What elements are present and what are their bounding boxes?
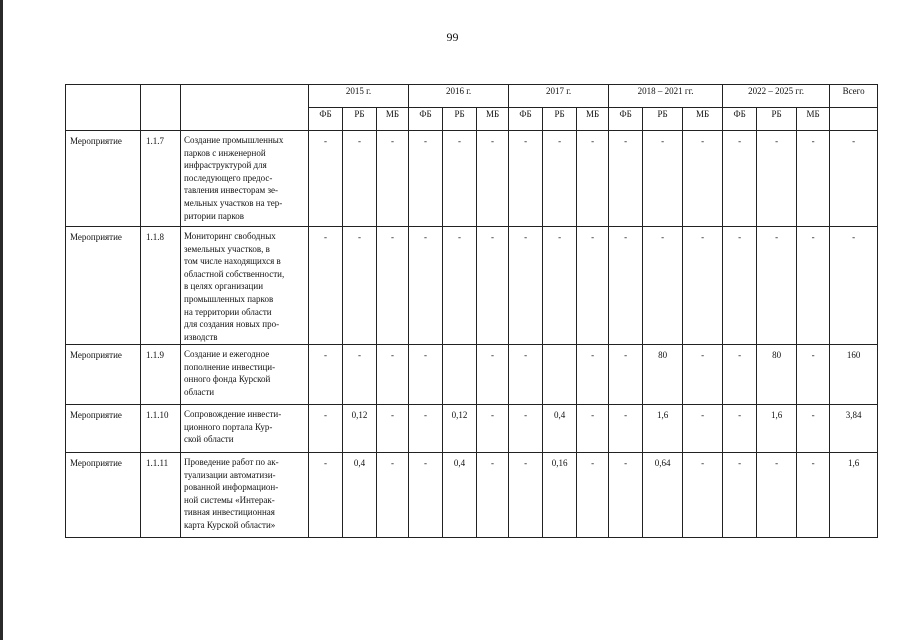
header-sub: ФБ	[723, 108, 757, 131]
header-sub: МБ	[797, 108, 830, 131]
value-cell: 0,4	[543, 405, 577, 453]
header-sub: МБ	[477, 108, 509, 131]
value-cell: -	[477, 453, 509, 538]
value-cell: -	[477, 131, 509, 227]
value-cell: -	[643, 131, 683, 227]
row-name-line: тавления инвесторам зе-	[184, 185, 279, 196]
header-type-cell	[66, 85, 141, 131]
table-row	[66, 453, 878, 538]
value-cell: -	[509, 131, 543, 227]
row-type-cell: Мероприятие	[66, 345, 141, 405]
row-code-cell: 1.1.7	[141, 131, 181, 227]
header-sub: ФБ	[609, 108, 643, 131]
value-cell: -	[577, 227, 609, 345]
row-name-line: Сопровождение инвести-	[184, 409, 282, 419]
value-cell: -	[409, 227, 443, 345]
value-cell: -	[343, 345, 377, 405]
value-cell: -	[543, 227, 577, 345]
header-sub: МБ	[377, 108, 409, 131]
value-cell: -	[377, 405, 409, 453]
value-cell: 80	[643, 345, 683, 405]
value-cell	[543, 345, 577, 405]
value-cell: -	[577, 345, 609, 405]
value-cell	[443, 345, 477, 405]
row-name-line: промышленных парков	[184, 293, 274, 304]
value-cell: -	[477, 405, 509, 453]
value-cell: -	[309, 405, 343, 453]
value-cell: -	[723, 345, 757, 405]
header-sub: РБ	[757, 108, 797, 131]
value-cell: -	[797, 405, 830, 453]
value-cell: -	[723, 227, 757, 345]
row-name-line: области	[184, 386, 215, 397]
value-cell: -	[309, 227, 343, 345]
value-cell: -	[797, 345, 830, 405]
value-cell: -	[409, 131, 443, 227]
total-cell: -	[830, 227, 878, 345]
value-cell: -	[577, 405, 609, 453]
row-type-cell: Мероприятие	[66, 453, 141, 538]
total-cell: 3,84	[830, 405, 878, 453]
row-name-line: ционного портала Кур-	[184, 421, 273, 432]
value-cell: -	[577, 131, 609, 227]
header-total: Всего	[830, 85, 878, 108]
row-name-line: Проведение работ по ак-	[184, 457, 279, 467]
total-cell: -	[830, 131, 878, 227]
row-name-cell	[181, 345, 309, 405]
row-name-line: том числе находящихся в	[184, 256, 281, 267]
value-cell: -	[309, 345, 343, 405]
value-cell: -	[377, 453, 409, 538]
header-sub: ФБ	[409, 108, 443, 131]
row-name-line: областной собственности,	[184, 268, 285, 279]
row-name-line: мельных участков на тер-	[184, 197, 283, 208]
value-cell: -	[797, 227, 830, 345]
header-sub: РБ	[343, 108, 377, 131]
value-cell: -	[443, 131, 477, 227]
page-edge	[0, 0, 3, 640]
value-cell: -	[509, 405, 543, 453]
value-cell: -	[683, 345, 723, 405]
value-cell: -	[543, 131, 577, 227]
value-cell: -	[409, 345, 443, 405]
value-cell: -	[477, 227, 509, 345]
value-cell: -	[609, 405, 643, 453]
row-type-cell: Мероприятие	[66, 227, 141, 345]
row-name-line: на территории области	[184, 306, 272, 317]
value-cell: -	[643, 227, 683, 345]
row-name-line: онного фонда Курской	[184, 374, 271, 385]
row-name-line: в целях организации	[184, 281, 264, 292]
value-cell: -	[723, 131, 757, 227]
value-cell: -	[343, 227, 377, 345]
value-cell: -	[797, 453, 830, 538]
value-cell: 0,12	[343, 405, 377, 453]
header-year: 2022 – 2025 гг.	[723, 85, 830, 108]
value-cell: -	[683, 131, 723, 227]
page-number: 99	[446, 30, 459, 44]
value-cell: -	[723, 453, 757, 538]
row-name-cell	[181, 131, 309, 227]
value-cell: -	[377, 131, 409, 227]
value-cell: -	[757, 227, 797, 345]
value-cell: 0,16	[543, 453, 577, 538]
row-name-line: пополнение инвестици-	[184, 361, 276, 372]
row-code-cell: 1.1.8	[141, 227, 181, 345]
value-cell: -	[309, 453, 343, 538]
value-cell: -	[409, 405, 443, 453]
value-cell: -	[409, 453, 443, 538]
table-row	[66, 345, 878, 405]
value-cell: -	[683, 227, 723, 345]
header-year: 2015 г.	[309, 85, 409, 108]
total-cell: 1,6	[830, 453, 878, 538]
value-cell: -	[377, 227, 409, 345]
value-cell: -	[683, 453, 723, 538]
header-sub: РБ	[543, 108, 577, 131]
value-cell: -	[509, 345, 543, 405]
value-cell: -	[609, 345, 643, 405]
row-name-line: туализации автоматизи-	[184, 469, 276, 480]
value-cell: -	[509, 453, 543, 538]
value-cell: -	[443, 227, 477, 345]
header-code-cell	[141, 85, 181, 131]
value-cell: 0,12	[443, 405, 477, 453]
value-cell: -	[309, 131, 343, 227]
header-sub: МБ	[577, 108, 609, 131]
value-cell: -	[377, 345, 409, 405]
header-year: 2017 г.	[509, 85, 609, 108]
table-row	[66, 131, 878, 227]
budget-table	[65, 84, 878, 538]
value-cell: -	[609, 453, 643, 538]
table-body	[66, 131, 878, 538]
row-name-cell	[181, 453, 309, 538]
value-cell: 1,6	[643, 405, 683, 453]
value-cell: -	[609, 131, 643, 227]
header-sub: ФБ	[309, 108, 343, 131]
header-sub: МБ	[683, 108, 723, 131]
value-cell: -	[797, 131, 830, 227]
value-cell: -	[609, 227, 643, 345]
header-year: 2016 г.	[409, 85, 509, 108]
table-row	[66, 405, 878, 453]
row-name-line: для создания новых про-	[184, 319, 280, 330]
row-name-line: последующего предос-	[184, 172, 273, 183]
value-cell: -	[683, 405, 723, 453]
value-cell: -	[723, 405, 757, 453]
value-cell: -	[757, 453, 797, 538]
row-type-cell: Мероприятие	[66, 131, 141, 227]
row-name-cell	[181, 227, 309, 345]
header-sub-total	[830, 108, 878, 131]
value-cell: 0,64	[643, 453, 683, 538]
value-cell: 0,4	[343, 453, 377, 538]
row-name-line: карта Курской области»	[184, 519, 276, 530]
header-year: 2018 – 2021 гг.	[609, 85, 723, 108]
row-code-cell: 1.1.11	[141, 453, 181, 538]
value-cell: 1,6	[757, 405, 797, 453]
header-sub: РБ	[443, 108, 477, 131]
value-cell: 0,4	[443, 453, 477, 538]
row-code-cell: 1.1.10	[141, 405, 181, 453]
value-cell: -	[477, 345, 509, 405]
row-name-line: парков с инженерной	[184, 147, 266, 158]
total-cell: 160	[830, 345, 878, 405]
row-name-line: Создание промышленных	[184, 135, 284, 145]
value-cell: -	[577, 453, 609, 538]
header-years-row	[66, 85, 878, 108]
header-name-cell	[181, 85, 309, 131]
row-name-line: тивная инвестиционная	[184, 507, 275, 518]
row-name-line: инфраструктурой для	[184, 160, 267, 171]
row-name-line: ской области	[184, 434, 234, 445]
value-cell: -	[757, 131, 797, 227]
header-sub: РБ	[643, 108, 683, 131]
row-type-cell: Мероприятие	[66, 405, 141, 453]
row-name-line: Создание и ежегодное	[184, 349, 270, 359]
row-name-line: ной системы «Интерак-	[184, 494, 275, 505]
value-cell: 80	[757, 345, 797, 405]
row-code-cell: 1.1.9	[141, 345, 181, 405]
row-name-line: земельных участков, в	[184, 243, 270, 254]
header-sub: ФБ	[509, 108, 543, 131]
row-name-line: рованной информацион-	[184, 482, 279, 493]
row-name-line: изводств	[184, 331, 218, 342]
table-row	[66, 227, 878, 345]
row-name-line: ритории парков	[184, 210, 244, 221]
value-cell: -	[343, 131, 377, 227]
value-cell: -	[509, 227, 543, 345]
row-name-cell	[181, 405, 309, 453]
row-name-line: Мониторинг свободных	[184, 231, 276, 241]
